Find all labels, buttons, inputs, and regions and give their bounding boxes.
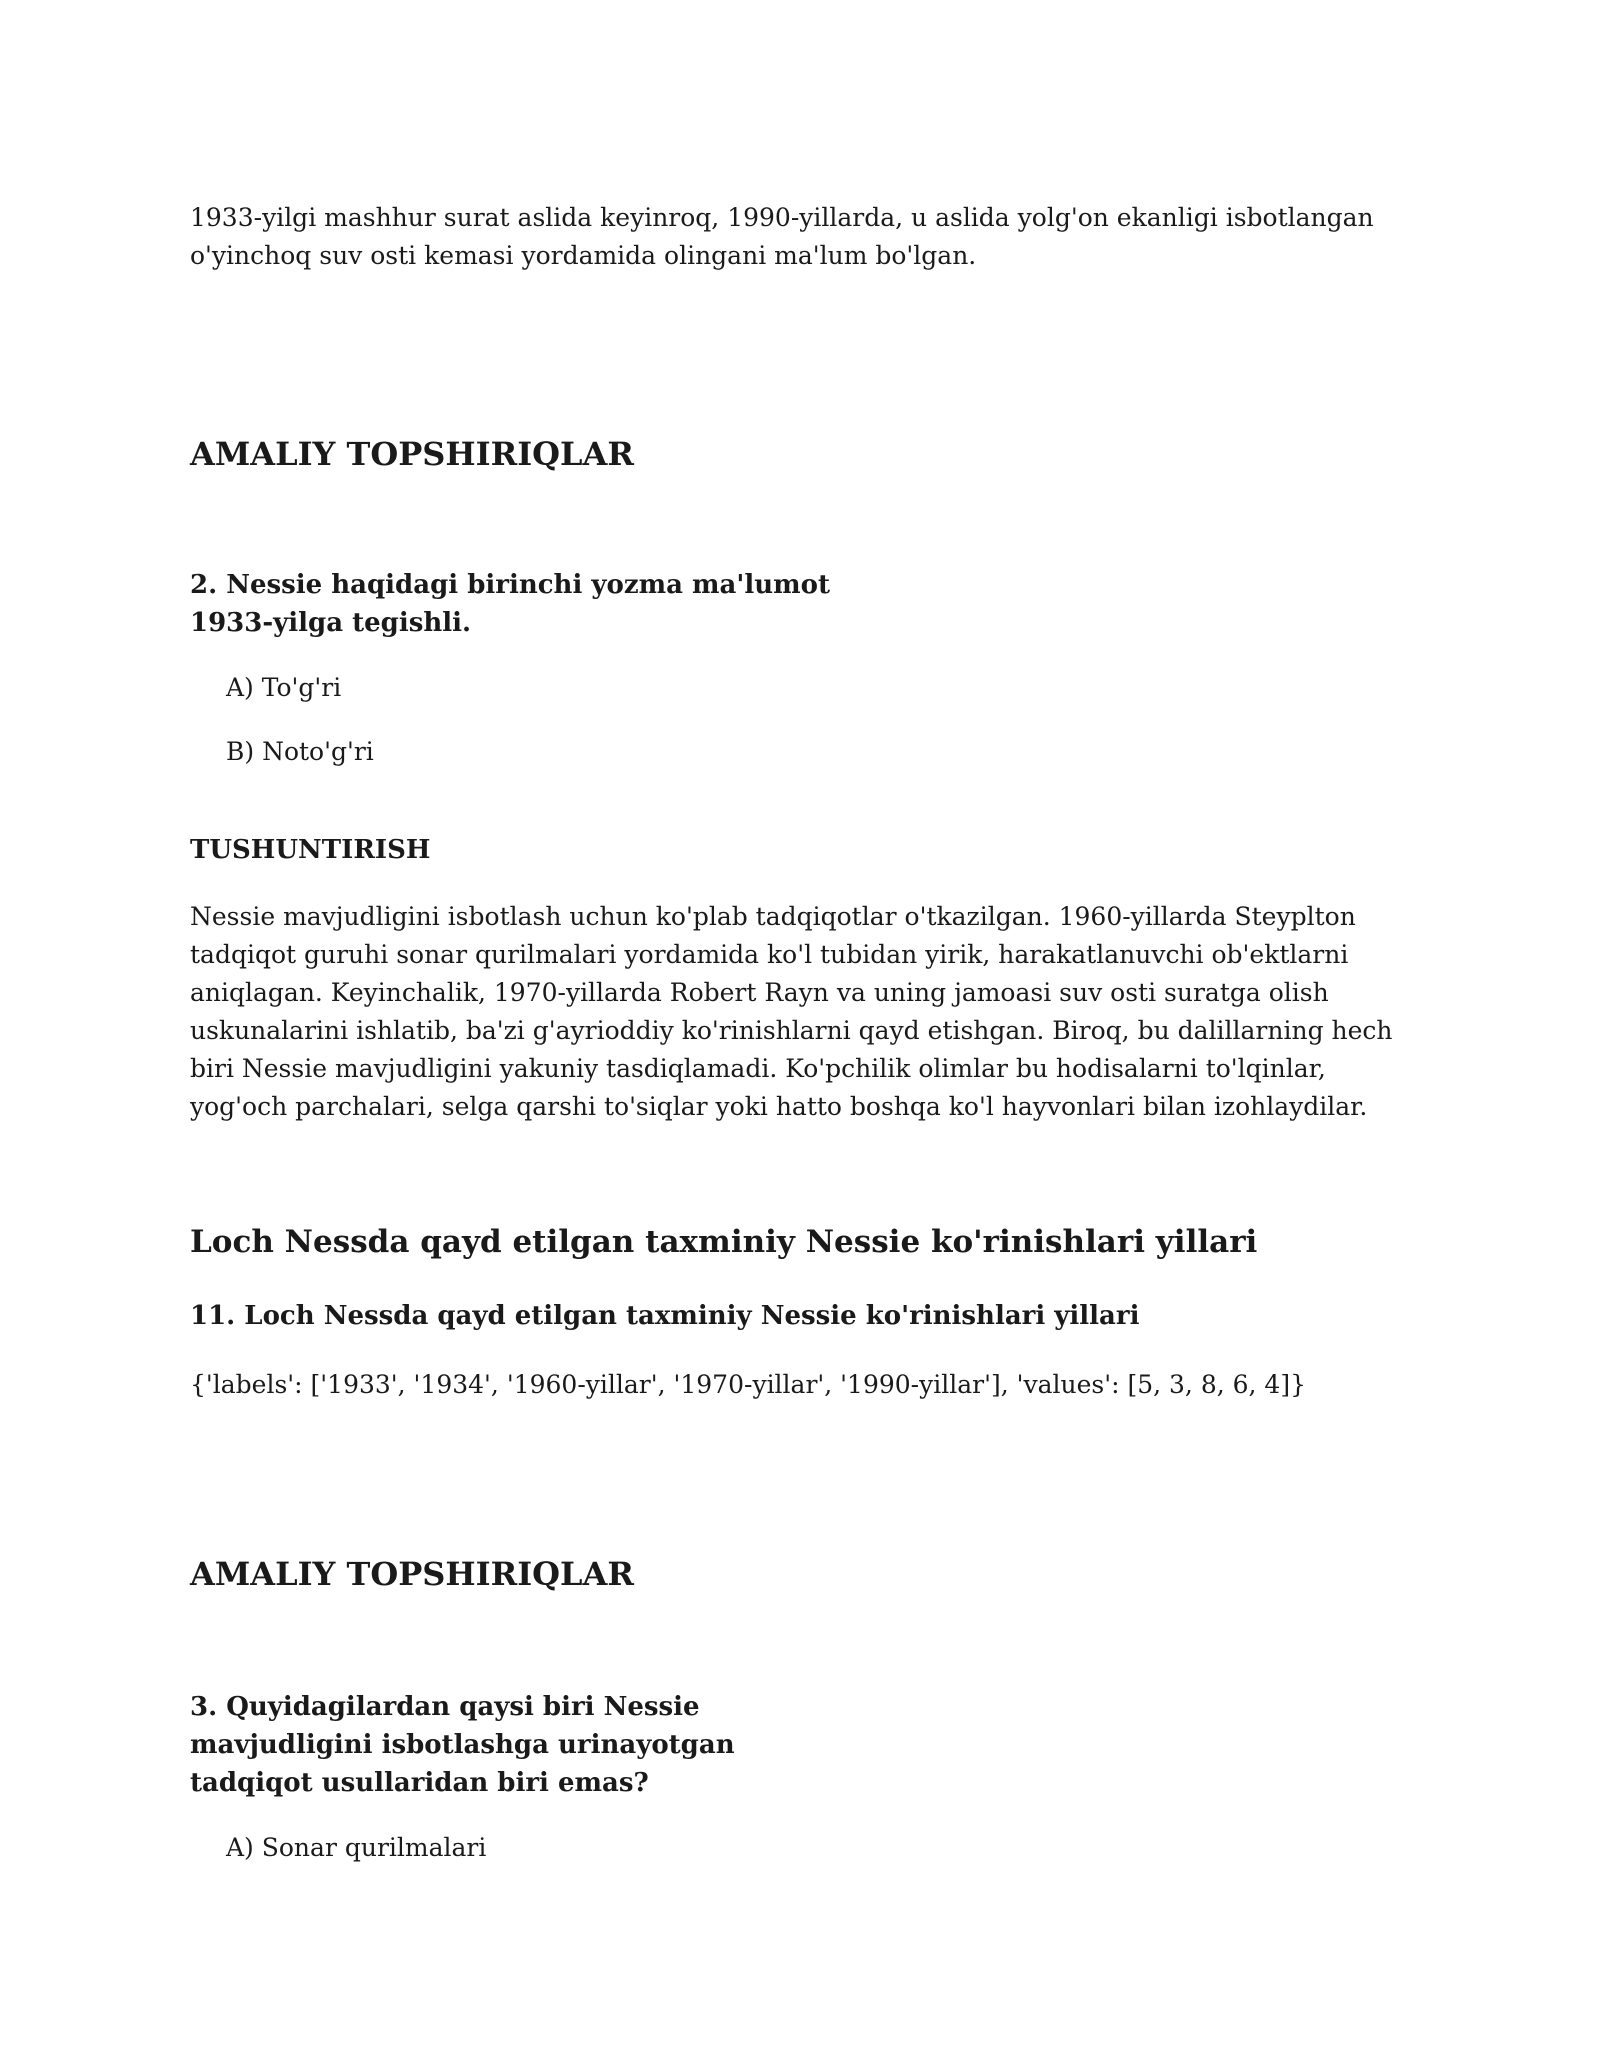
- question-2: [190, 566, 830, 642]
- question-3-line-2: mavjudligini isbotlashga urinayotgan: [190, 1730, 735, 1760]
- question-3-line-1: 3. Quyidagilardan qaysi biri Nessie: [190, 1692, 700, 1722]
- answer-option-a[interactable]: A) To'g'ri: [226, 673, 342, 702]
- answer-option-a-q3[interactable]: A) Sonar qurilmalari: [226, 1833, 487, 1862]
- intro-paragraph: 1933-yilgi mashhur surat aslida keyinroq, 1990-yillarda, u aslida yolg'on ekanligi isbotlangan o'yinchoq suv osti kemasi yordamida olingani ma'lum bo'lgan.: [190, 203, 1374, 270]
- question-3: [190, 1688, 735, 1802]
- question-2-line-2: 1933-yilga tegishli.: [190, 608, 472, 638]
- section-heading-practical-1: AMALIY TOPSHIRIQLAR: [190, 435, 634, 473]
- figure-caption: 11. Loch Nessda qayd etilgan taxminiy Nessie ko'rinishlari yillari: [190, 1301, 1140, 1331]
- section-heading-practical-2: AMALIY TOPSHIRIQLAR: [190, 1555, 634, 1593]
- explanation-heading: TUSHUNTIRISH: [190, 835, 431, 865]
- figure-raw-data: {'labels': ['1933', '1934', '1960-yillar', '1970-yillar', '1990-yillar'], 'values': [5, 3, 8, 6, 4]}: [190, 1370, 1306, 1399]
- explanation-paragraph: Nessie mavjudligini isbotlash uchun ko'plab tadqiqotlar o'tkazilgan. 1960-yillarda Steyplton tadqiqot guruhi sonar qurilmalari yordamida ko'l tubidan yirik, harakatlanuvchi ob'ektlarni aniqlagan. Keyinchalik, 1970-yillarda Robert Rayn va uning jamoasi suv osti suratga olish uskunalarini ishlatib, ba'zi g'ayrioddiy ko'rinishlarni qayd etishgan. Biroq, bu dalillarning hech biri Nessie mavjudligini yakuniy tasdiqlamadi. Ko'pchilik olimlar bu hodisalarni to'lqinlar, yog'och parchalari, selga qarshi to'siqlar yoki hatto boshqa ko'l hayvonlari bilan izohlaydilar.: [190, 902, 1393, 1121]
- answer-option-b[interactable]: B) Noto'g'ri: [226, 737, 374, 766]
- question-2-line-1: 2. Nessie haqidagi birinchi yozma ma'lumot: [190, 570, 830, 600]
- question-3-line-3: tadqiqot usullaridan biri emas?: [190, 1768, 649, 1798]
- figure-heading: Loch Nessda qayd etilgan taxminiy Nessie ko'rinishlari yillari: [190, 1224, 1258, 1260]
